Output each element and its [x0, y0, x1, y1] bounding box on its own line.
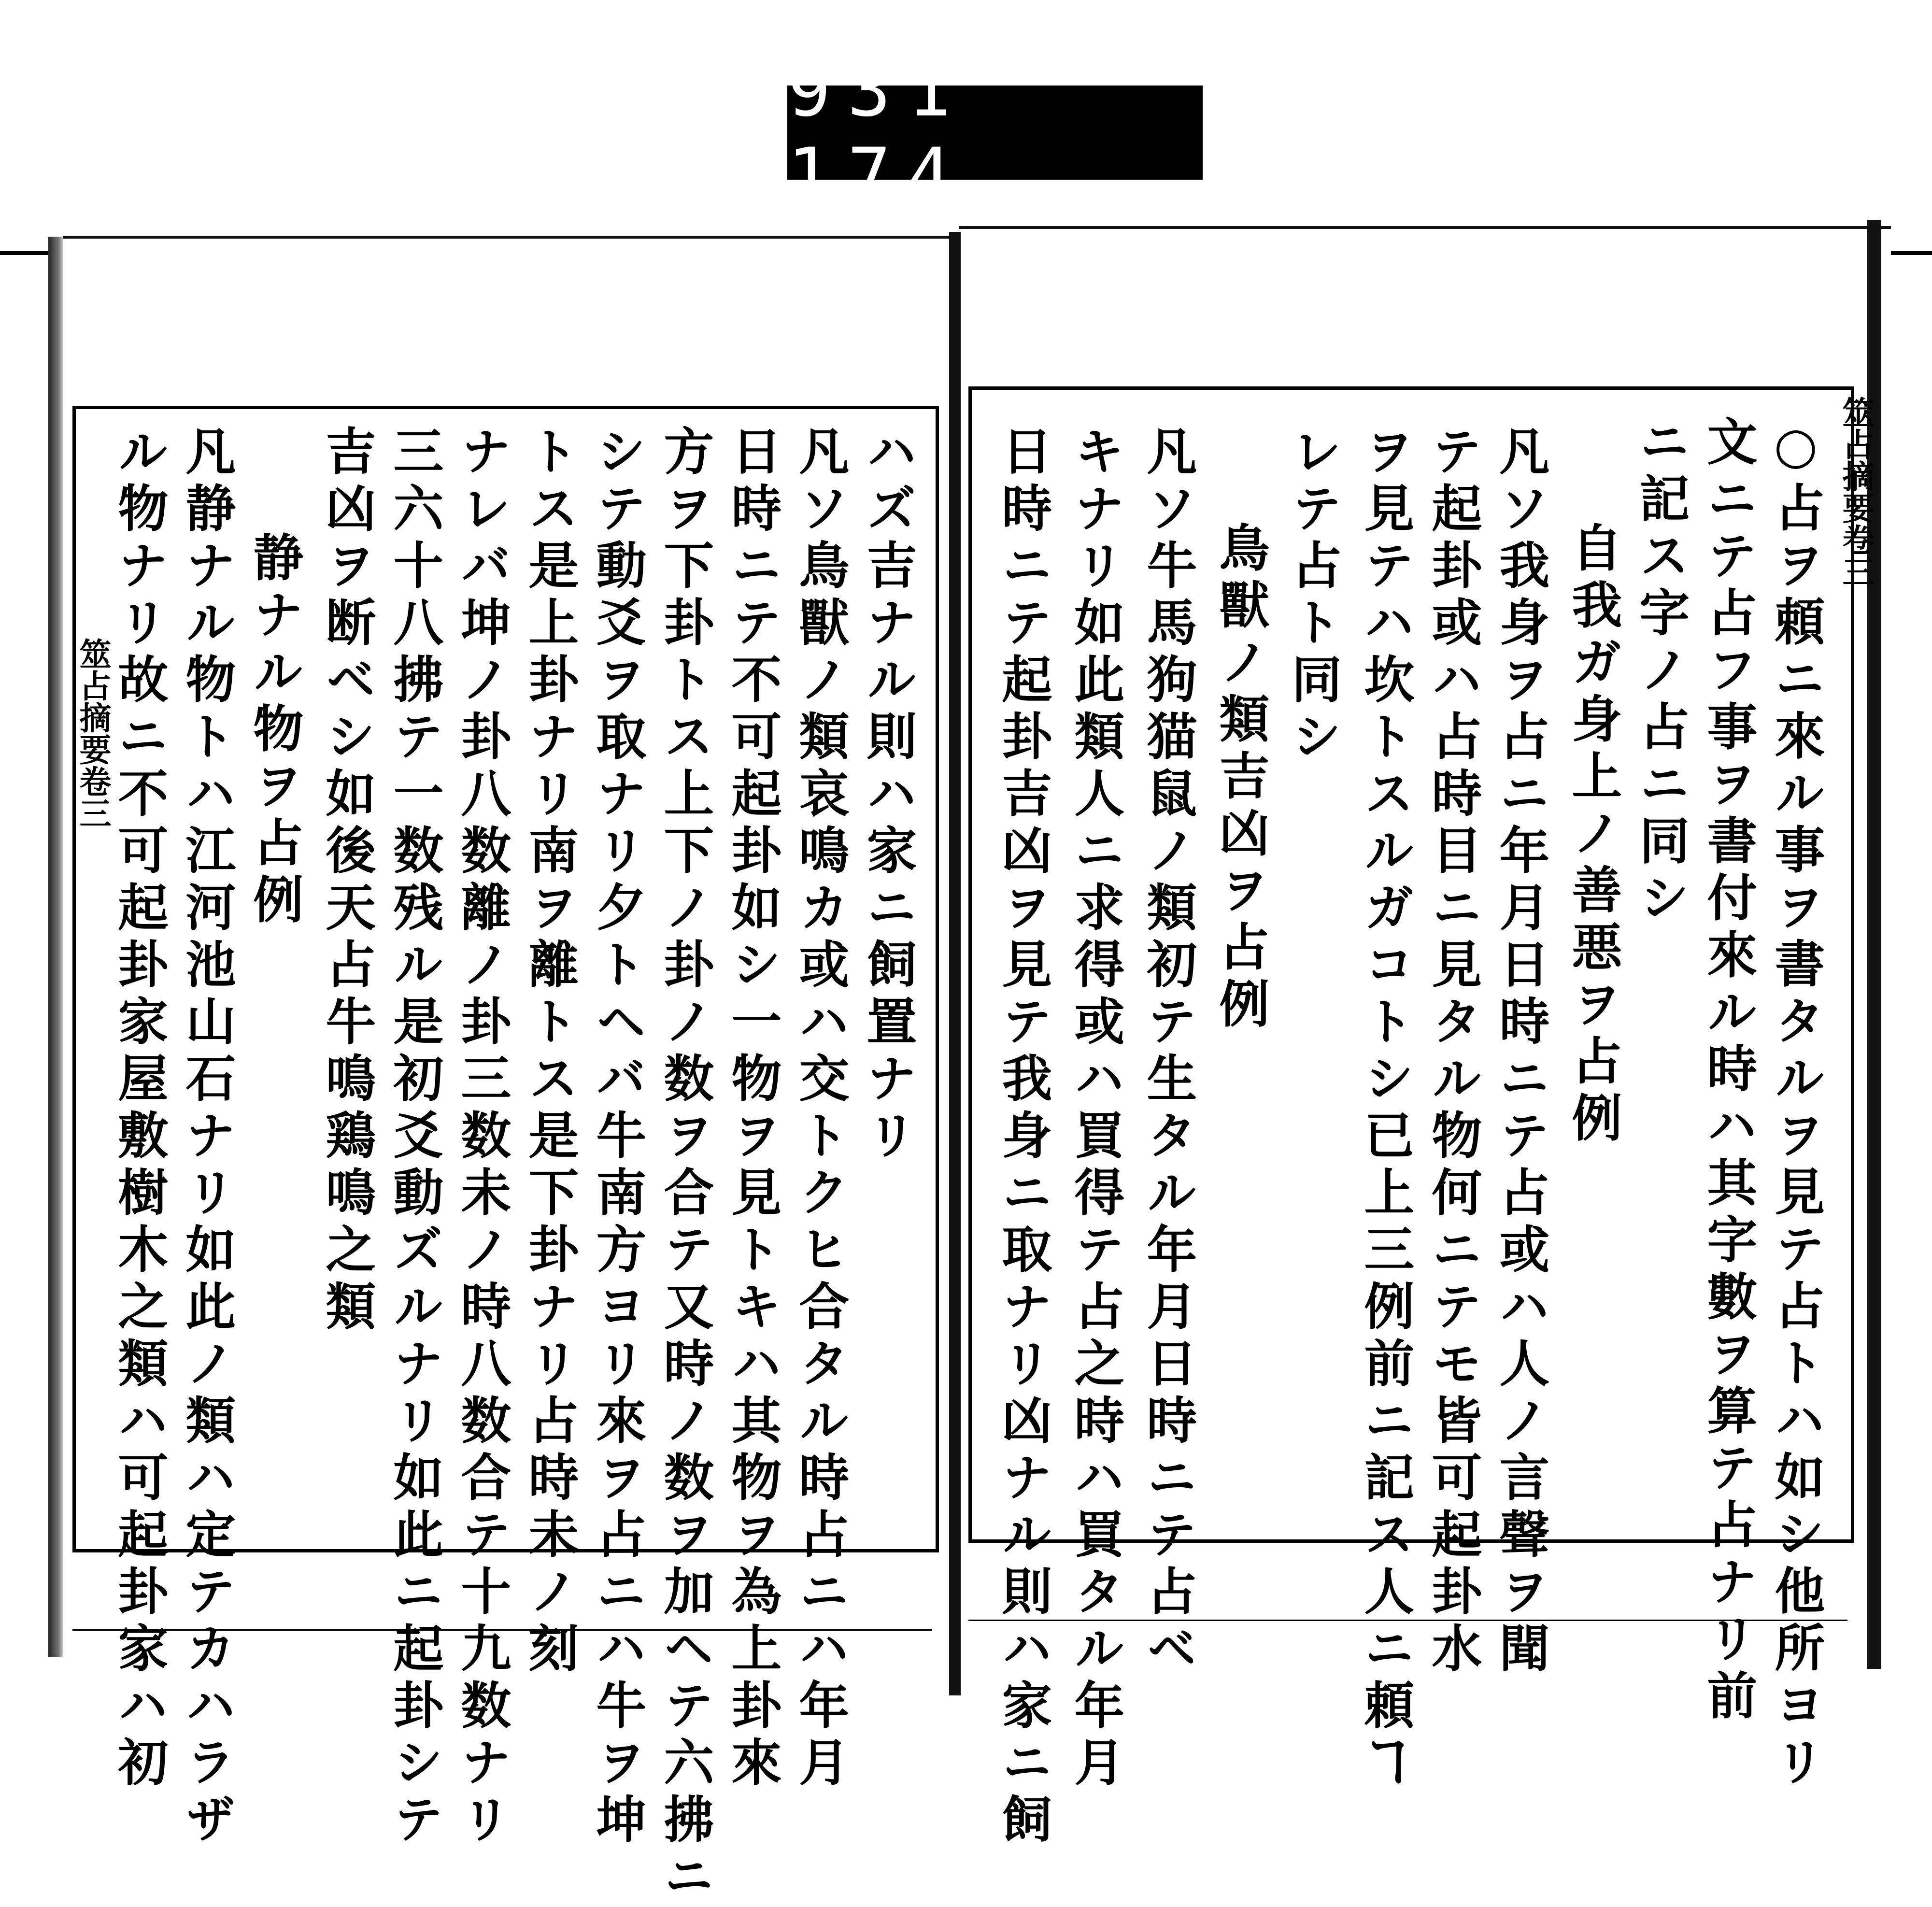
left-column-7: ナレバ坤ノ卦八数離ノ卦三数未ノ時八数合テ十九数ナリ [452, 425, 512, 1850]
right-column-8: レテ占ト同シ [1283, 425, 1343, 767]
right-column-1: ○占ヲ頼ニ來ル事ヲ書タルヲ見テ占トハ如シ他所ヨリ [1766, 415, 1826, 1793]
left-column-4: 方ヲ下卦トス上下ノ卦ノ数ヲ合テ又時ノ数ヲ加ヘテ六拂ニ [655, 425, 715, 1907]
right-column-11: キナリ如此類人ニ求得或ハ買得テ占之時ハ買タル年月 [1065, 425, 1125, 1793]
right-column-2: 文ニテ占フ事ヲ書付來ル時ハ其字數ヲ算テ占ナリ前 [1698, 415, 1758, 1726]
catalog-number-label [787, 48, 1203, 217]
right-column-12: 日時ニテ起卦吉凶ヲ見テ我身ニ取ナリ凶ナル則ハ家ニ飼 [993, 425, 1053, 1850]
left-column-5: シテ動爻ヲ取ナリ夕トヘバ牛南方ヨリ來ヲ占ニハ牛ヲ坤 [587, 425, 647, 1850]
left-column-9: 吉凶ヲ断ベシ如後天占牛鳴鶏鳴之類 [317, 425, 377, 1337]
left-page-tab: 筮占摘要卷三 [74, 638, 112, 829]
left-column-6: トス是上卦ナリ南ヲ離トス是下卦ナリ占時未ノ刻 [520, 425, 580, 1679]
left-heading-still: 静ナル物ヲ占例 [244, 531, 304, 930]
left-column-8: 三六十八拂テ一数残ル是初爻動ズルナリ如此ニ起卦シテ [384, 425, 444, 1850]
left-column-3: 日時ニテ不可起卦如シ一物ヲ見トキハ其物ヲ為上卦來 [723, 425, 782, 1793]
right-column-3: ニ記ス字ノ占ニ同シ [1631, 415, 1690, 928]
left-column-11: 凡静ナル物トハ江河池山石ナリ如此ノ類ハ定テカハラザ [177, 425, 237, 1850]
right-column-7: ヲ見テハ坎トスルガコトシ已上三例前ニ記ス人ニ頼ヿ [1355, 425, 1415, 1793]
left-column-12: ル物ナリ故ニ不可起卦家屋敷樹木之類ハ可起卦家ハ初 [109, 425, 169, 1793]
catalog-number-text: 931 174 [787, 48, 967, 217]
left-column-2: 凡ソ鳥獸ノ類哀鳴カ或ハ交トクヒ合タル時占ニハ年月 [790, 425, 850, 1793]
right-page-tab: 筮占摘要卷三 [1837, 396, 1875, 587]
right-heading-self: 自我ガ身上ノ善悪ヲ占例 [1563, 522, 1623, 1149]
right-heading-animals: 鳥獸ノ類吉凶ヲ占例 [1210, 522, 1270, 1035]
right-column-6: テ起卦或ハ占時目ニ見タル物何ニテモ皆可起卦水 [1423, 425, 1483, 1679]
book-spine [949, 232, 961, 1695]
left-column-1: ハズ吉ナル則ハ家ニ飼置ナリ [858, 425, 918, 1166]
right-column-10: 凡ソ牛馬狗猫鼠ノ類初テ生タル年月日時ニテ占ベ [1138, 425, 1198, 1679]
right-column-5: 凡ソ我身ヲ占ニ年月日時ニテ占或ハ人ノ言聲ヲ聞 [1491, 425, 1550, 1679]
